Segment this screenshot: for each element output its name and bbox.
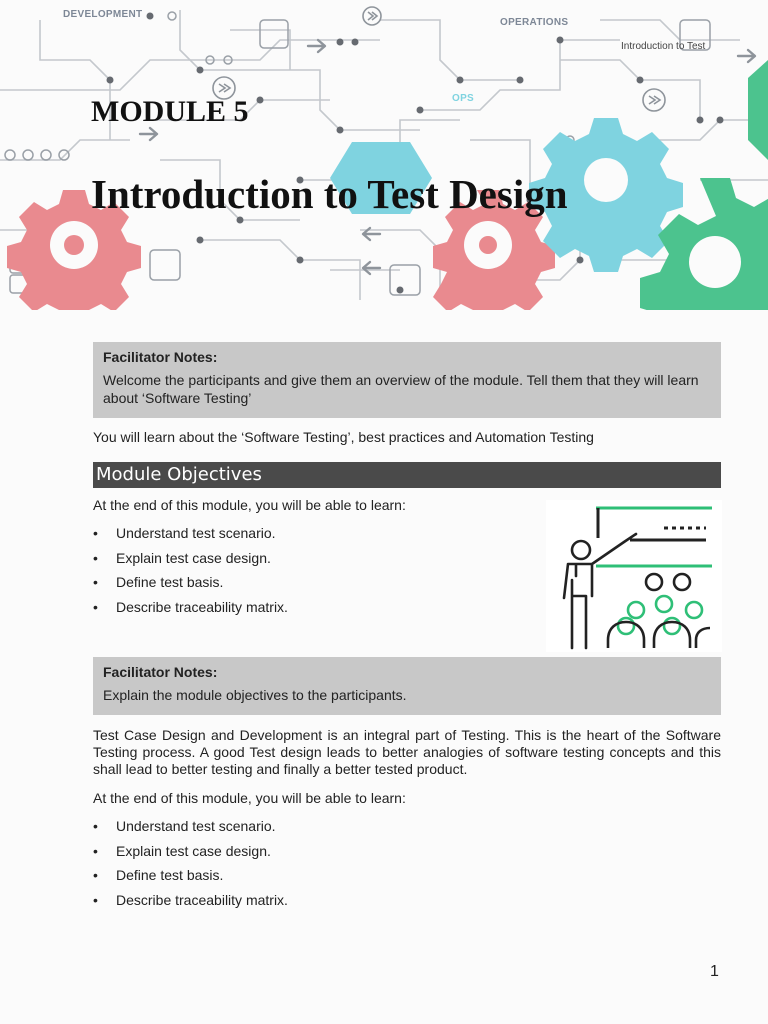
list-item [93,550,288,575]
facilitator-note-title: Facilitator Notes: [103,664,218,680]
list-item [93,818,288,843]
module-label: MODULE 5 [91,95,249,128]
bullet: • [93,549,98,566]
objectives-lead: At the end of this module, you will be able to learn: [93,497,406,513]
bullet: • [93,891,98,908]
list-item-text: Describe traceability matrix. [116,891,288,908]
bullet: • [93,842,98,859]
bullet: • [93,598,98,615]
list-item [93,599,288,624]
body-list [93,818,288,916]
header-banner [0,0,768,310]
page-number: 1 [710,963,719,980]
bullet: • [93,525,98,541]
facilitator-note [93,657,721,715]
list-item [93,525,288,550]
operations-label: OPERATIONS [500,17,569,28]
list-item-text: Understand test scenario. [116,525,276,541]
body-lead: At the end of this module, you will be able to learn: [93,790,406,806]
list-item-text: Understand test scenario. [116,818,276,834]
facilitator-note-title: Facilitator Notes: [103,349,218,365]
list-item-text: Describe traceability matrix. [116,598,288,615]
presentation-icon [546,500,722,652]
facilitator-note-body: Welcome the participants and give them an overview of the module. Tell them that they will learn about ‘Software Testing’ [103,372,699,406]
objectives-list [93,525,288,623]
bullet: • [93,867,98,883]
list-item [93,574,288,599]
list-item [93,867,288,892]
section-heading: Module Objectives [93,462,721,488]
bullet: • [93,574,98,590]
facilitator-note-body: Explain the module objectives to the participants. [103,687,407,703]
ops-label: OPS [452,93,475,104]
list-item-text: Define test basis. [116,574,224,590]
body-paragraph: Test Case Design and Development is an integral part of Testing. This is the heart of the Software Testing process. A good Test design leads to better analogies of software testing concepts and this shall lead to better testing and finally a better tested product. [93,727,721,777]
intro-text: You will learn about the ‘Software Testing’, best practices and Automation Testing [93,429,594,445]
page-title: Introduction to Test Design [91,171,568,217]
development-label: DEVELOPMENT [63,9,143,20]
running-title: Introduction to Test [621,41,706,52]
list-item-text: Explain test case design. [116,549,271,566]
list-item [93,843,288,868]
list-item [93,892,288,917]
bullet: • [93,818,98,834]
list-item-text: Define test basis. [116,867,224,883]
list-item-text: Explain test case design. [116,842,271,859]
facilitator-note [93,342,721,418]
